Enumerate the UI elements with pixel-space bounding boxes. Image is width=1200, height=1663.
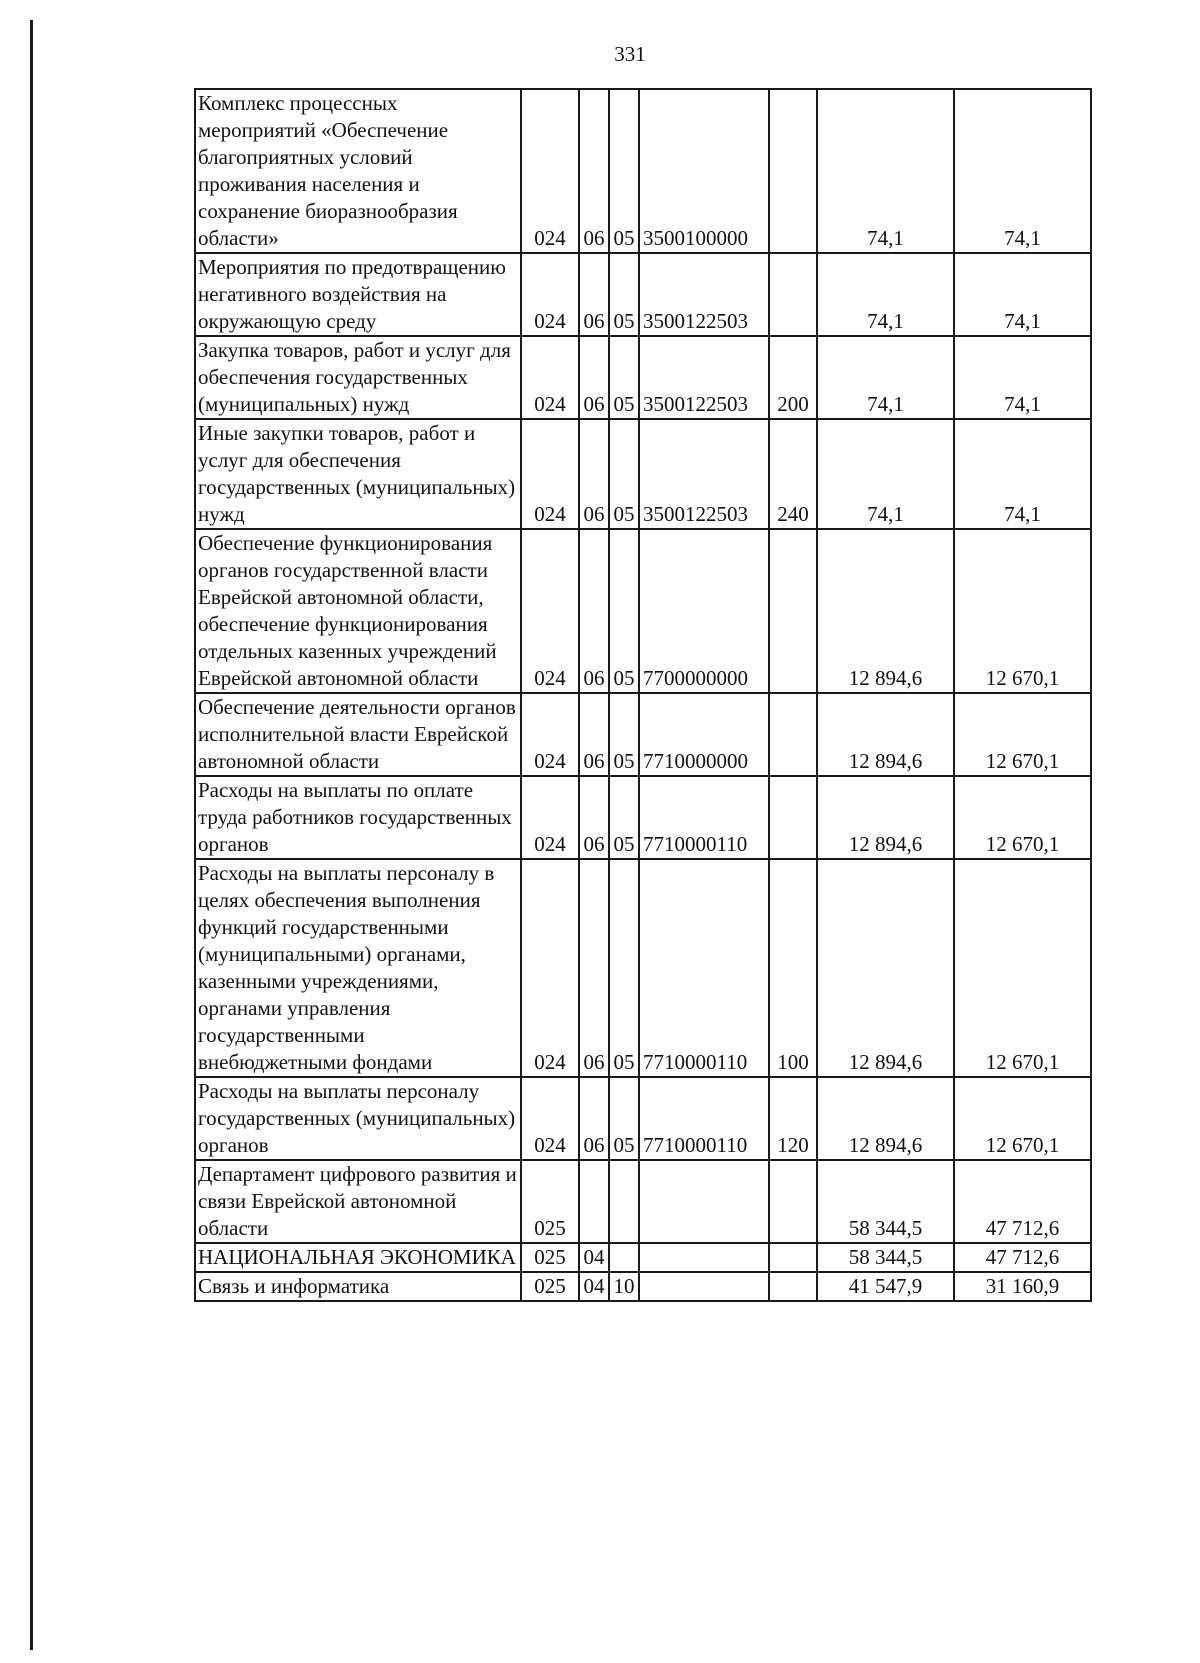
row-expense-type — [769, 253, 817, 336]
row-value-2: 74,1 — [954, 419, 1091, 529]
row-expense-type: 240 — [769, 419, 817, 529]
row-target: 3500122503 — [639, 336, 769, 419]
row-value-2: 74,1 — [954, 89, 1091, 253]
row-target: 3500122503 — [639, 419, 769, 529]
row-section: 06 — [579, 529, 609, 693]
row-subsection: 05 — [609, 529, 639, 693]
row-section: 06 — [579, 776, 609, 859]
row-value-2: 47 712,6 — [954, 1160, 1091, 1243]
row-section: 06 — [579, 253, 609, 336]
row-value-1: 41 547,9 — [817, 1272, 954, 1301]
row-subsection: 10 — [609, 1272, 639, 1301]
row-value-2: 47 712,6 — [954, 1243, 1091, 1272]
table-row — [195, 1077, 1091, 1160]
row-section: 06 — [579, 1077, 609, 1160]
row-value-2: 12 670,1 — [954, 776, 1091, 859]
row-section: 06 — [579, 336, 609, 419]
row-name: Обеспечение деятельности органов исполнительной власти Еврейской автономной области — [195, 693, 521, 776]
row-section: 06 — [579, 419, 609, 529]
row-subsection: 05 — [609, 776, 639, 859]
row-target: 7710000110 — [639, 859, 769, 1077]
row-expense-type — [769, 1160, 817, 1243]
row-code: 025 — [521, 1160, 579, 1243]
row-value-1: 12 894,6 — [817, 859, 954, 1077]
row-code: 024 — [521, 419, 579, 529]
row-name: Обеспечение функционирования органов государственной власти Еврейской автономной области, обеспечение функционирования отдельных казенных учреждений Еврейской автономной области — [195, 529, 521, 693]
table-row — [195, 89, 1091, 253]
budget-table — [194, 88, 1092, 1302]
row-section: 04 — [579, 1272, 609, 1301]
table-row — [195, 253, 1091, 336]
table-row — [195, 529, 1091, 693]
row-section — [579, 1160, 609, 1243]
row-value-2: 74,1 — [954, 253, 1091, 336]
row-subsection: 05 — [609, 859, 639, 1077]
row-value-2: 31 160,9 — [954, 1272, 1091, 1301]
row-expense-type — [769, 529, 817, 693]
row-code: 024 — [521, 253, 579, 336]
row-subsection: 05 — [609, 89, 639, 253]
row-expense-type — [769, 776, 817, 859]
page-number: 331 — [614, 42, 646, 66]
row-value-1: 74,1 — [817, 89, 954, 253]
row-name: Мероприятия по предотвращению негативного воздействия на окружающую среду — [195, 253, 521, 336]
row-subsection: 05 — [609, 336, 639, 419]
row-name: Иные закупки товаров, работ и услуг для обеспечения государственных (муниципальных) нужд — [195, 419, 521, 529]
row-name: НАЦИОНАЛЬНАЯ ЭКОНОМИКА — [195, 1243, 521, 1272]
row-target: 7710000000 — [639, 693, 769, 776]
row-target — [639, 1272, 769, 1301]
row-target — [639, 1243, 769, 1272]
row-target: 3500100000 — [639, 89, 769, 253]
table-row — [195, 1160, 1091, 1243]
row-target: 7700000000 — [639, 529, 769, 693]
row-code: 024 — [521, 1077, 579, 1160]
row-name: Закупка товаров, работ и услуг для обеспечения государственных (муниципальных) нужд — [195, 336, 521, 419]
row-value-2: 12 670,1 — [954, 693, 1091, 776]
table-row — [195, 1272, 1091, 1301]
row-code: 024 — [521, 529, 579, 693]
row-value-1: 12 894,6 — [817, 529, 954, 693]
row-expense-type: 200 — [769, 336, 817, 419]
row-value-1: 58 344,5 — [817, 1160, 954, 1243]
row-subsection: 05 — [609, 693, 639, 776]
row-value-1: 12 894,6 — [817, 1077, 954, 1160]
row-target — [639, 1160, 769, 1243]
row-section: 06 — [579, 693, 609, 776]
row-expense-type: 100 — [769, 859, 817, 1077]
row-code: 024 — [521, 859, 579, 1077]
table-row — [195, 336, 1091, 419]
table-row — [195, 776, 1091, 859]
row-code: 025 — [521, 1243, 579, 1272]
row-code: 024 — [521, 693, 579, 776]
row-name: Комплекс процессных мероприятий «Обеспечение благоприятных условий проживания населения и сохранение биоразнообразия области» — [195, 89, 521, 253]
row-value-2: 12 670,1 — [954, 1077, 1091, 1160]
row-subsection: 05 — [609, 419, 639, 529]
row-code: 024 — [521, 336, 579, 419]
row-expense-type — [769, 693, 817, 776]
row-value-1: 74,1 — [817, 253, 954, 336]
row-target: 3500122503 — [639, 253, 769, 336]
row-name: Расходы на выплаты по оплате труда работников государственных органов — [195, 776, 521, 859]
budget-table-body — [195, 89, 1091, 1301]
row-section: 06 — [579, 859, 609, 1077]
row-expense-type — [769, 89, 817, 253]
binding-margin-line — [30, 20, 33, 1650]
row-code: 025 — [521, 1272, 579, 1301]
row-target: 7710000110 — [639, 1077, 769, 1160]
row-name: Расходы на выплаты персоналу государственных (муниципальных) органов — [195, 1077, 521, 1160]
row-code: 024 — [521, 89, 579, 253]
row-subsection — [609, 1243, 639, 1272]
row-value-1: 74,1 — [817, 419, 954, 529]
row-value-1: 12 894,6 — [817, 776, 954, 859]
row-value-2: 12 670,1 — [954, 859, 1091, 1077]
row-value-1: 74,1 — [817, 336, 954, 419]
row-value-2: 74,1 — [954, 336, 1091, 419]
row-value-1: 58 344,5 — [817, 1243, 954, 1272]
table-row — [195, 859, 1091, 1077]
table-row — [195, 419, 1091, 529]
table-row — [195, 693, 1091, 776]
row-name: Расходы на выплаты персоналу в целях обеспечения выполнения функций государственными (муниципальными) органами, казенными учреждениями, органами управления государственными внебюджетными фондами — [195, 859, 521, 1077]
row-name: Связь и информатика — [195, 1272, 521, 1301]
row-value-1: 12 894,6 — [817, 693, 954, 776]
row-subsection — [609, 1160, 639, 1243]
row-expense-type — [769, 1243, 817, 1272]
row-target: 7710000110 — [639, 776, 769, 859]
row-expense-type: 120 — [769, 1077, 817, 1160]
row-code: 024 — [521, 776, 579, 859]
table-row — [195, 1243, 1091, 1272]
row-expense-type — [769, 1272, 817, 1301]
row-section: 06 — [579, 89, 609, 253]
row-value-2: 12 670,1 — [954, 529, 1091, 693]
row-subsection: 05 — [609, 253, 639, 336]
row-name: Департамент цифрового развития и связи Еврейской автономной области — [195, 1160, 521, 1243]
row-subsection: 05 — [609, 1077, 639, 1160]
row-section: 04 — [579, 1243, 609, 1272]
